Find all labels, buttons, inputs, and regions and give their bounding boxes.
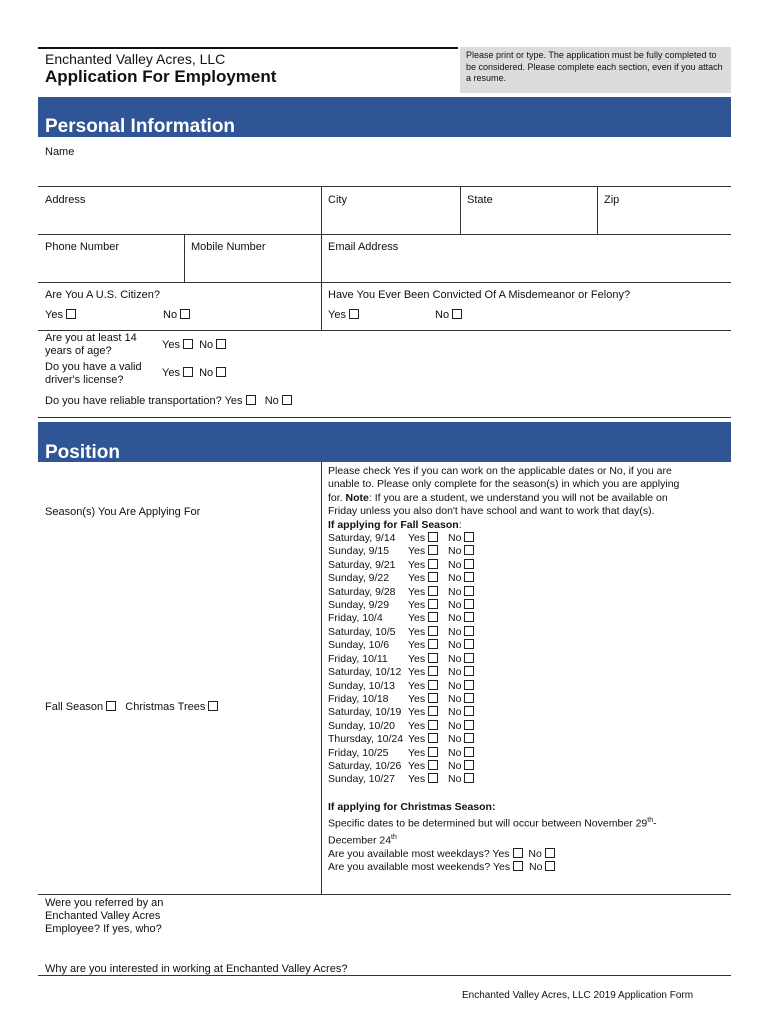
yes-label: Yes — [408, 532, 426, 545]
instr-line: Please check Yes if you can work on the applicable dates or No, if you are — [328, 465, 672, 477]
xmas-line — [328, 814, 728, 831]
no-label: No — [448, 572, 462, 585]
interest-question: Why are you interested in working at Enchanted Valley Acres? — [45, 963, 348, 975]
fall-date-yes-checkbox[interactable] — [428, 666, 438, 676]
no-label: No — [448, 639, 462, 652]
rule — [38, 894, 731, 895]
yes-label: Yes — [408, 558, 426, 571]
yes-label: Yes — [408, 692, 426, 705]
fall-date-row — [328, 666, 728, 679]
fall-date-list — [328, 532, 728, 787]
xmas-heading-text: If applying for Christmas Season: — [328, 800, 496, 813]
no-label: No — [448, 719, 462, 732]
instr-text: : If you are a student, we understand you will not be available on — [368, 491, 668, 504]
christmas-trees-checkbox[interactable] — [208, 701, 218, 711]
fall-date-yes-checkbox[interactable] — [428, 760, 438, 770]
fall-date-label: Sunday, 10/20 — [328, 719, 395, 732]
yes-label: Yes — [408, 679, 426, 692]
fall-date-yes-checkbox[interactable] — [428, 720, 438, 730]
fall-heading: If applying for Fall Season: — [328, 518, 462, 531]
yes-label: Yes — [493, 861, 511, 874]
state-label: State — [467, 194, 493, 206]
fall-date-no-checkbox[interactable] — [464, 720, 474, 730]
fall-date-label: Friday, 10/25 — [328, 746, 389, 759]
fall-date-no-checkbox[interactable] — [464, 612, 474, 622]
footer-text: Enchanted Valley Acres, LLC 2019 Application Form — [462, 990, 694, 1001]
fall-date-row — [328, 706, 728, 719]
fall-date-label: Sunday, 9/22 — [328, 572, 390, 585]
yes-label: Yes — [408, 719, 426, 732]
no-label: No — [448, 585, 462, 598]
instr-line — [328, 492, 728, 505]
convicted-no-checkbox[interactable] — [452, 309, 462, 319]
fall-date-no-checkbox[interactable] — [464, 532, 474, 542]
xmas-text: - — [653, 817, 657, 830]
rule — [38, 975, 731, 976]
yes-label: Yes — [408, 625, 426, 638]
phone-label: Phone Number — [45, 241, 119, 253]
no-label: No — [448, 666, 462, 679]
fall-date-label: Thursday, 10/24 — [328, 733, 404, 746]
yes-label: Yes — [408, 599, 426, 612]
fall-date-label: Sunday, 10/6 — [328, 639, 390, 652]
no-label: No — [448, 679, 462, 692]
no-label: No — [448, 746, 462, 759]
superscript: th — [647, 817, 654, 825]
note-label: Note — [345, 491, 369, 504]
yes-label: Yes — [408, 706, 426, 719]
age-question-line: years of age? — [45, 345, 112, 357]
fall-date-row — [328, 760, 728, 773]
fall-date-no-checkbox[interactable] — [464, 545, 474, 555]
citizen-no — [163, 309, 190, 322]
fall-date-no-checkbox[interactable] — [464, 626, 474, 636]
fall-date-row — [328, 545, 728, 558]
no-label: No — [448, 545, 462, 558]
fall-date-no-checkbox[interactable] — [464, 680, 474, 690]
referral-line: Employee? If yes, who? — [45, 923, 162, 935]
instructions-text: Please print or type. The application must be fully completed to be considered. Please complete each section, even if you attach a resume. — [466, 50, 723, 83]
yes-label: Yes — [408, 733, 426, 746]
yes-label: Yes — [408, 545, 426, 558]
no-label: No — [528, 861, 543, 874]
license-yes-checkbox[interactable] — [183, 367, 193, 377]
fall-date-label: Sunday, 10/13 — [328, 679, 395, 692]
yes-label: Yes — [162, 367, 180, 379]
fall-date-row — [328, 599, 728, 612]
rule — [38, 234, 731, 235]
yes-label: Yes — [408, 773, 426, 786]
fall-date-row — [328, 612, 728, 625]
yes-label: Yes — [492, 847, 510, 860]
fall-date-no-checkbox[interactable] — [464, 599, 474, 609]
no-label: No — [448, 612, 462, 625]
fall-date-label: Sunday, 10/27 — [328, 773, 395, 786]
fall-date-row — [328, 639, 728, 652]
position-band — [38, 422, 731, 462]
fall-date-row — [328, 693, 728, 706]
fall-date-row — [328, 747, 728, 760]
license-no-checkbox[interactable] — [216, 367, 226, 377]
fall-date-yes-checkbox[interactable] — [428, 773, 438, 783]
xmas-line — [328, 831, 728, 848]
christmas-option-label: Christmas Trees — [125, 701, 206, 713]
position-heading: Position — [45, 442, 120, 463]
fall-date-row — [328, 773, 728, 786]
age-yes-checkbox[interactable] — [183, 339, 193, 349]
citizen-no-checkbox[interactable] — [180, 309, 190, 319]
xmas-heading — [328, 801, 728, 814]
fall-date-no-checkbox[interactable] — [464, 747, 474, 757]
fall-date-no-checkbox[interactable] — [464, 653, 474, 663]
citizen-yes-checkbox[interactable] — [66, 309, 76, 319]
yes-label: Yes — [408, 652, 426, 665]
referral-line: Were you referred by an — [45, 897, 164, 909]
no-label: No — [448, 759, 462, 772]
fall-date-no-checkbox[interactable] — [464, 693, 474, 703]
yes-label: Yes — [408, 612, 426, 625]
divider — [460, 186, 461, 234]
fall-date-yes-checkbox[interactable] — [428, 532, 438, 542]
fall-date-yes-checkbox[interactable] — [428, 680, 438, 690]
header-top-rule — [38, 47, 458, 49]
fall-date-no-checkbox[interactable] — [464, 586, 474, 596]
fall-date-row — [328, 586, 728, 599]
age-question — [45, 332, 137, 358]
email-label: Email Address — [328, 241, 399, 253]
no-label: No — [448, 773, 462, 786]
yes-label: Yes — [328, 309, 346, 321]
availability-section — [328, 465, 728, 875]
weekends-no-checkbox[interactable] — [545, 861, 555, 871]
instructions-box — [460, 47, 731, 93]
instr-line: unable to. Please only complete for the season(s) in which you are applying — [328, 478, 680, 491]
fall-date-yes-checkbox[interactable] — [428, 706, 438, 716]
no-label: No — [448, 652, 462, 665]
fall-date-no-checkbox[interactable] — [464, 706, 474, 716]
fall-date-no-checkbox[interactable] — [464, 666, 474, 676]
city-label: City — [328, 194, 347, 206]
divider — [321, 282, 322, 330]
convicted-question: Have You Ever Been Convicted Of A Misdemeanor or Felony? — [328, 289, 631, 301]
citizen-yes — [45, 309, 76, 322]
season-options — [45, 701, 218, 714]
no-label: No — [448, 625, 462, 638]
rule — [38, 417, 731, 418]
position-divider — [321, 462, 322, 894]
rule — [38, 186, 731, 187]
yes-label: Yes — [408, 666, 426, 679]
convicted-yes-checkbox[interactable] — [349, 309, 359, 319]
no-label: No — [448, 692, 462, 705]
fall-date-row — [328, 720, 728, 733]
fall-date-label: Friday, 10/11 — [328, 652, 388, 665]
yes-label: Yes — [408, 639, 426, 652]
fall-date-label: Saturday, 9/14 — [328, 532, 396, 545]
company-name: Enchanted Valley Acres, LLC — [45, 51, 226, 67]
yes-label: Yes — [408, 585, 426, 598]
fall-date-yes-checkbox[interactable] — [428, 612, 438, 622]
xmas-text: December 24 — [328, 834, 392, 847]
xmas-text: Specific dates to be determined but will occur between November 29 — [328, 817, 648, 830]
no-label: No — [199, 367, 214, 379]
convicted-yes — [328, 309, 359, 322]
no-label: No — [448, 532, 462, 545]
fall-date-no-checkbox[interactable] — [464, 572, 474, 582]
fall-date-label: Saturday, 9/21 — [328, 558, 396, 571]
address-label: Address — [45, 194, 86, 206]
no-label: No — [264, 395, 279, 407]
yes-label: Yes — [408, 759, 426, 772]
fall-heading-text: If applying for Fall Season — [328, 518, 459, 531]
referral-line: Enchanted Valley Acres — [45, 910, 161, 922]
divider — [597, 186, 598, 234]
season-label: Season(s) You Are Applying For — [45, 506, 201, 518]
fall-date-yes-checkbox[interactable] — [428, 559, 438, 569]
fall-date-label: Saturday, 10/5 — [328, 625, 396, 638]
no-label: No — [448, 558, 462, 571]
transport-yes-checkbox[interactable] — [246, 395, 256, 405]
fall-date-row — [328, 532, 728, 545]
fall-date-yes-checkbox[interactable] — [428, 626, 438, 636]
yes-label: Yes — [45, 309, 63, 321]
weekends-row — [328, 861, 728, 874]
fall-date-label: Saturday, 10/19 — [328, 706, 402, 719]
rule — [38, 330, 731, 331]
fall-date-label: Saturday, 10/12 — [328, 666, 402, 679]
zip-label: Zip — [604, 194, 620, 206]
license-question — [45, 361, 142, 387]
divider — [321, 234, 322, 282]
weekdays-no-checkbox[interactable] — [545, 848, 555, 858]
instr-text: for. — [328, 491, 343, 504]
name-field[interactable] — [38, 156, 731, 186]
superscript: th — [391, 834, 397, 842]
weekdays-question: Are you available most weekdays? — [328, 847, 490, 860]
fall-date-label: Saturday, 9/28 — [328, 585, 396, 598]
license-options — [162, 367, 226, 380]
no-label: No — [528, 847, 542, 860]
transport-question — [45, 395, 292, 408]
fall-date-label: Sunday, 9/29 — [328, 599, 390, 612]
fall-date-yes-checkbox[interactable] — [428, 733, 438, 743]
fall-date-row — [328, 572, 728, 585]
fall-season-checkbox[interactable] — [106, 701, 116, 711]
yes-label: Yes — [408, 746, 426, 759]
yes-label: Yes — [162, 339, 180, 351]
personal-info-band — [38, 97, 731, 137]
fall-date-label: Friday, 10/18 — [328, 692, 389, 705]
form-title: Application For Employment — [45, 67, 277, 86]
no-label: No — [448, 706, 462, 719]
age-options — [162, 339, 226, 352]
fall-date-yes-checkbox[interactable] — [428, 639, 438, 649]
fall-date-yes-checkbox[interactable] — [428, 572, 438, 582]
weekends-yes-checkbox[interactable] — [513, 861, 523, 871]
fall-date-yes-checkbox[interactable] — [428, 693, 438, 703]
no-label: No — [199, 339, 214, 351]
no-label: No — [163, 309, 178, 321]
fall-date-no-checkbox[interactable] — [464, 760, 474, 770]
fall-option-label: Fall Season — [45, 701, 104, 713]
fall-date-row — [328, 559, 728, 572]
instr-line: Friday unless you also don't have school and want to work that day(s). — [328, 505, 655, 518]
fall-date-no-checkbox[interactable] — [464, 733, 474, 743]
personal-info-heading: Personal Information — [45, 116, 236, 137]
no-label: No — [435, 309, 450, 321]
age-no-checkbox[interactable] — [216, 339, 226, 349]
fall-date-label: Friday, 10/4 — [328, 612, 383, 625]
weekdays-yes-checkbox[interactable] — [513, 848, 523, 858]
divider — [321, 186, 322, 234]
age-question-line: Are you at least 14 — [45, 332, 137, 344]
weekends-question: Are you available most weekends? — [328, 861, 491, 874]
fall-date-row — [328, 653, 728, 666]
no-label: No — [448, 599, 462, 612]
license-question-line: Do you have a valid — [45, 361, 142, 373]
fall-date-label: Sunday, 9/15 — [328, 545, 390, 558]
rule — [38, 282, 731, 283]
fall-date-yes-checkbox[interactable] — [428, 653, 438, 663]
fall-date-label: Saturday, 10/26 — [328, 759, 402, 772]
fall-date-no-checkbox[interactable] — [464, 639, 474, 649]
convicted-no — [435, 309, 462, 322]
referral-question — [45, 897, 163, 936]
fall-date-yes-checkbox[interactable] — [428, 599, 438, 609]
license-question-line: driver's license? — [45, 374, 124, 386]
fall-date-row — [328, 680, 728, 693]
no-label: No — [448, 733, 462, 746]
fall-date-row — [328, 733, 728, 746]
transport-question-text: Do you have reliable transportation? Yes — [45, 395, 243, 407]
fall-date-no-checkbox[interactable] — [464, 773, 474, 783]
name-label: Name — [45, 146, 75, 158]
fall-date-yes-checkbox[interactable] — [428, 747, 438, 757]
fall-date-yes-checkbox[interactable] — [428, 586, 438, 596]
weekdays-row — [328, 848, 728, 861]
yes-label: Yes — [408, 572, 426, 585]
fall-date-yes-checkbox[interactable] — [428, 545, 438, 555]
fall-date-row — [328, 626, 728, 639]
fall-date-no-checkbox[interactable] — [464, 559, 474, 569]
transport-no-checkbox[interactable] — [282, 395, 292, 405]
citizen-question: Are You A U.S. Citizen? — [45, 289, 160, 301]
divider — [184, 234, 185, 282]
mobile-label: Mobile Number — [191, 241, 266, 253]
